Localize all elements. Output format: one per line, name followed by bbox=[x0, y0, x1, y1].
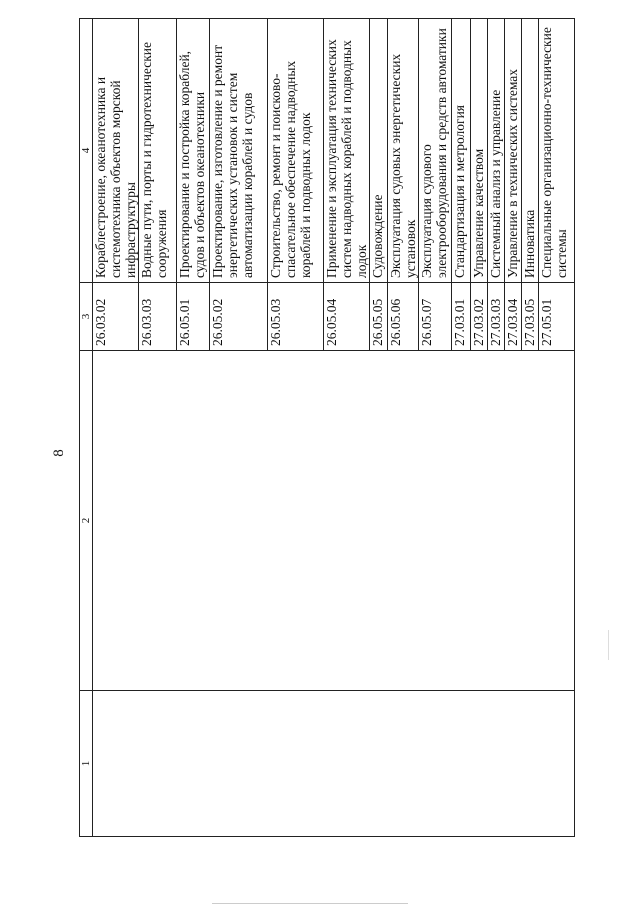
specialty-code: 26.03.02 bbox=[93, 283, 139, 351]
page-number: 8 bbox=[51, 449, 67, 457]
specialty-code: 27.05.01 bbox=[539, 283, 575, 351]
specialty-name: Инноватика bbox=[522, 19, 539, 283]
specialty-code: 26.05.03 bbox=[268, 283, 324, 351]
specialty-code: 27.03.05 bbox=[522, 283, 539, 351]
specialty-code: 26.05.05 bbox=[370, 283, 388, 351]
specialty-name: Судовождение bbox=[370, 19, 388, 283]
specialty-name: Водные пути, порты и гидротехнические сооружения bbox=[139, 19, 177, 283]
specialty-code: 27.03.02 bbox=[471, 283, 488, 351]
specialty-name: Эксплуатация судовых энергетических установок bbox=[388, 19, 419, 283]
specialty-name: Кораблестроение, океанотехника и системотехника объектов морской инфраструктуры bbox=[93, 19, 139, 283]
specialty-name: Управление качеством bbox=[471, 19, 488, 283]
specialty-code: 27.03.04 bbox=[505, 283, 522, 351]
specialty-code: 26.03.03 bbox=[139, 283, 177, 351]
header-col-4: 4 bbox=[80, 19, 93, 283]
header-col-2: 2 bbox=[80, 351, 93, 691]
specialty-name: Управление в технических системах bbox=[505, 19, 522, 283]
specialties-table bbox=[79, 18, 575, 837]
specialty-name: Проектирование, изготовление и ремонт энергетических установок и систем автоматизации кораблей и судов bbox=[210, 19, 268, 283]
specialty-name: Применение и эксплуатация технических систем надводных кораблей и подводных лодок bbox=[324, 19, 370, 283]
table-header-row bbox=[80, 19, 93, 837]
merged-cell-col-2 bbox=[93, 351, 575, 691]
specialty-code: 26.05.01 bbox=[177, 283, 210, 351]
scan-edge-line bbox=[212, 903, 408, 904]
specialty-code: 27.03.01 bbox=[452, 283, 471, 351]
specialty-name: Проектирование и постройка кораблей, судов и объектов океанотехники bbox=[177, 19, 210, 283]
specialty-name: Системный анализ и управление bbox=[488, 19, 505, 283]
rotated-table-wrapper bbox=[79, 19, 569, 837]
specialty-name: Эксплуатация судового электрооборудования и средств автоматики bbox=[419, 19, 452, 283]
header-col-1: 1 bbox=[80, 691, 93, 837]
specialty-code: 26.05.02 bbox=[210, 283, 268, 351]
specialty-code: 26.05.06 bbox=[388, 283, 419, 351]
specialty-code: 26.05.07 bbox=[419, 283, 452, 351]
specialty-name: Специальные организационно-технические системы bbox=[539, 19, 575, 283]
scan-mark bbox=[608, 630, 609, 660]
specialty-name: Строительство, ремонт и поисково-спасательное обеспечение надводных кораблей и подводных лодок bbox=[268, 19, 324, 283]
specialty-code: 26.05.04 bbox=[324, 283, 370, 351]
header-col-3: 3 bbox=[80, 283, 93, 351]
specialty-name: Стандартизация и метрология bbox=[452, 19, 471, 283]
merged-cell-col-1 bbox=[93, 691, 575, 837]
table-row bbox=[93, 19, 139, 837]
specialty-code: 27.03.03 bbox=[488, 283, 505, 351]
